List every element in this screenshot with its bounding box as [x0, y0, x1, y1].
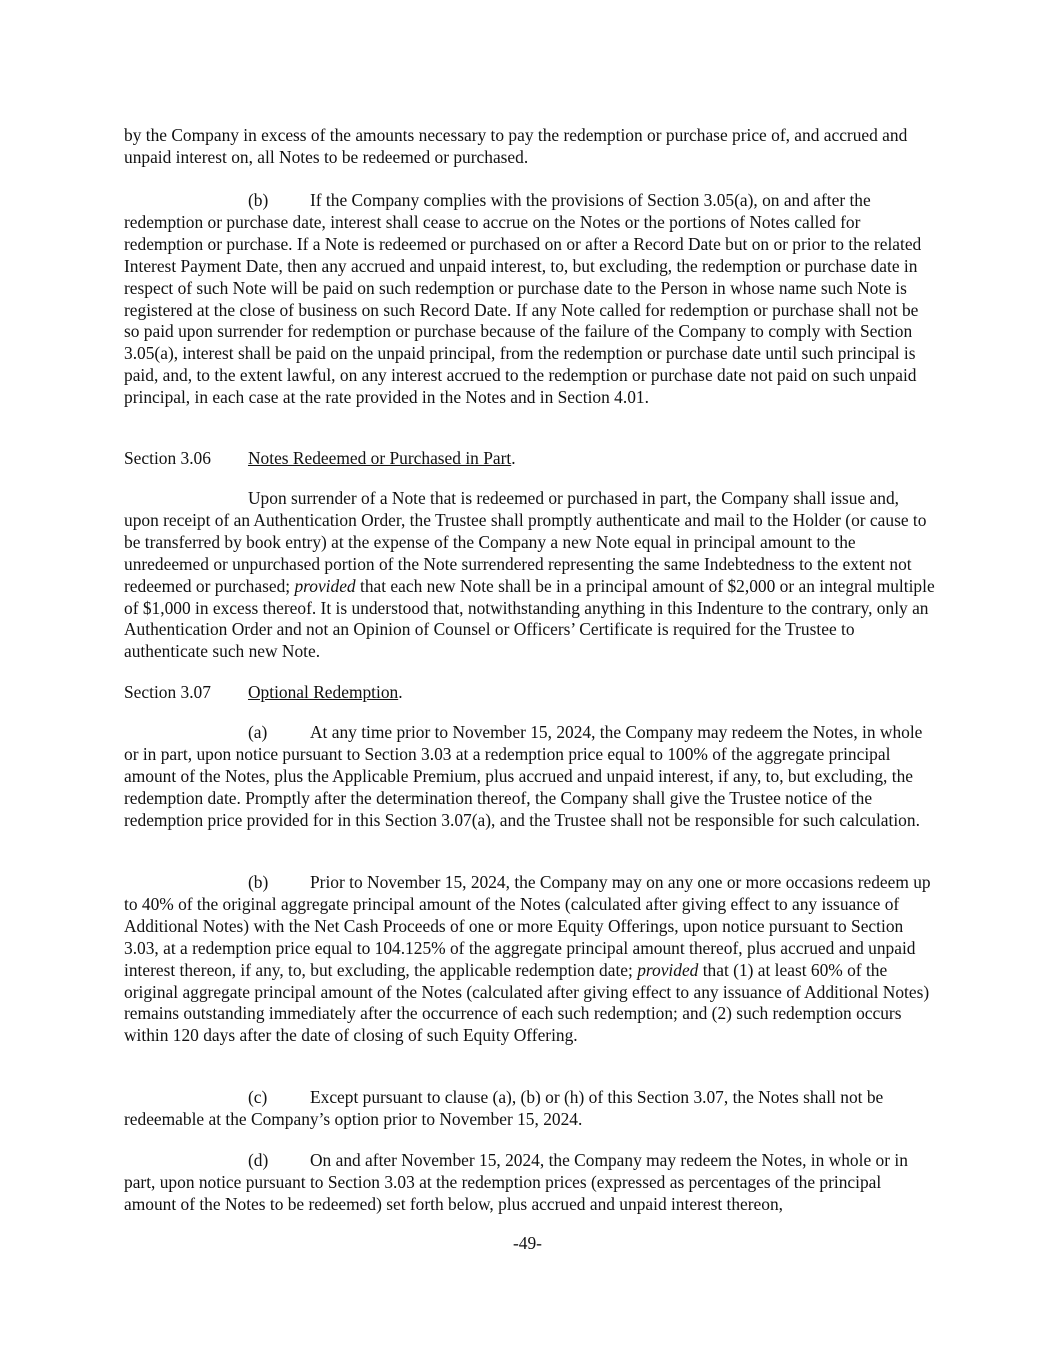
clause-label: (c) [248, 1087, 268, 1107]
section-3-07-heading: Section 3.07 Optional Redemption. [124, 682, 403, 702]
section-3-06-heading: Section 3.06 Notes Redeemed or Purchased in Part. [124, 448, 516, 468]
section-3-07-a-paragraph: (a) At any time prior to November 15, 2024, the Company may redeem the Notes, in whole or in part, upon notice pursuant to Section 3.03 at a redemption price equal to 100% of the aggregate principal amount of the Notes, plus the Applicable Premium, plus accrued and unpaid interest, if any, to, but excluding, the redemption date. Promptly after the determination thereof, the Company shall give the Trustee notice of the redemption price provided for in this Section 3.07(a), and the Trustee shall not be responsible for such calculation. [124, 722, 923, 830]
continuation-paragraph: by the Company in excess of the amounts necessary to pay the redemption or purchase price of, and accrued and unpaid interest on, all Notes to be redeemed or purchased. [124, 125, 908, 167]
clause-label: (a) [248, 722, 268, 742]
clause-label: (d) [248, 1150, 269, 1170]
clause-label: (b) [248, 872, 269, 892]
section-3-07-b-paragraph: (b) Prior to November 15, 2024, the Company may on any one or more occasions redeem up to 40% of the original aggregate principal amount of the Notes (calculated after giving effect to any issuance of Additional Notes) with the Net Cash Proceeds of one or more Equity Offerings, upon notice pursuant to Section 3.03, at a redemption price equal to 104.125% of the aggregate principal amount thereof, plus accrued and unpaid interest thereon, if any, to, but excluding, the applicable redemption date; provided that (1) at least 60% of the original aggregate principal amount of the Notes (calculated after giving effect to any issuance of Additional Notes) remains outstanding immediately after the occurrence of each such redemption; and (2) such redemption occurs within 120 days after the date of closing of such Equity Offering. [124, 872, 931, 1046]
clause-label: (b) [248, 190, 269, 210]
section-title: Notes Redeemed or Purchased in Part [248, 448, 512, 468]
section-3-07-d-paragraph: (d) On and after November 15, 2024, the Company may redeem the Notes, in whole or in part, upon notice pursuant to Section 3.03 at the redemption prices (expressed as percentages of the principal amount of the Notes to be redeemed) set forth below, plus accrued and unpaid interest thereon, [124, 1150, 908, 1214]
section-number: Section 3.07 [124, 682, 211, 702]
section-title: Optional Redemption [248, 682, 399, 702]
page-number: -49- [513, 1233, 542, 1253]
section-3-07-c-paragraph: (c) Except pursuant to clause (a), (b) or (h) of this Section 3.07, the Notes shall not be redeemable at the Company’s option prior to November 15, 2024. [124, 1087, 884, 1129]
section-3-06-paragraph: Upon surrender of a Note that is redeemed or purchased in part, the Company shall issue and, upon receipt of an Authentication Order, the Trustee shall promptly authenticate and mail to the Holder (or cause to be transferred by book entry) at the expense of the Company a new Note equal in principal amount to the unredeemed or unpurchased portion of the Note surrendered representing the same Indebtedness to the extent not redeemed or purchased; provided that each new Note shall be in a principal amount of $2,000 or an integral multiple of $1,000 in excess thereof. It is understood that, notwithstanding anything in this Indenture to the contrary, only an Authentication Order and not an Opinion of Counsel or Officers’ Certificate is required for the Trustee to authenticate such new Note. [124, 488, 935, 662]
section-number: Section 3.06 [124, 448, 211, 468]
section-3-05-b-paragraph: (b) If the Company complies with the provisions of Section 3.05(a), on and after the redemption or purchase date, interest shall cease to accrue on the Notes or the portions of Notes called for redemption or purchase. If a Note is redeemed or purchased on or after a Record Date but on or prior to the related Interest Payment Date, then any accrued and unpaid interest, to, but excluding, the redemption or purchase date in respect of such Note will be paid on such redemption or purchase date to the Person in whose name such Note is registered at the close of business on such Record Date. If any Note called for redemption or purchase shall not be so paid upon surrender for redemption or purchase because of the failure of the Company to comply with Section 3.05(a), interest shall be paid on the unpaid principal, from the redemption or purchase date until such principal is paid, and, to the extent lawful, on any interest accrued to the redemption or purchase date not paid on such unpaid principal, in each case at the rate provided in the Notes and in Section 4.01. [124, 190, 922, 408]
